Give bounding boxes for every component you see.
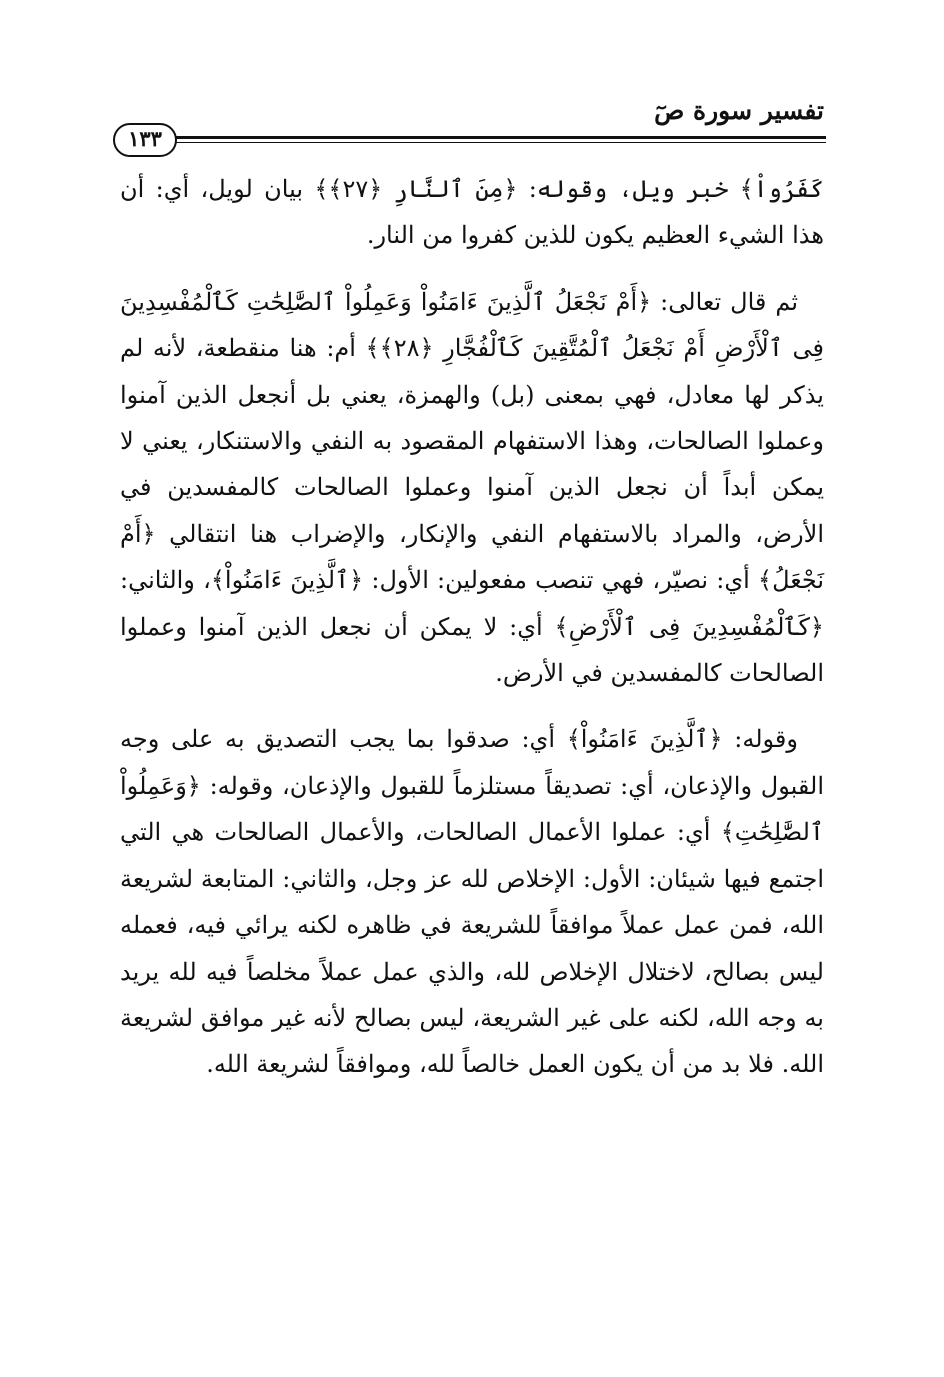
header-rule-thin: [175, 142, 826, 143]
running-title: تفسير سورة صٓ: [654, 96, 824, 125]
paragraph-1: كَفَرُواْ﴾ خبر ويل، وقوله: ﴿مِنَ ٱلنَّارِ ﴿٢٧﴾﴾ بيان لويل، أي: أن هذا الشيء العظيم يكون للذين كفروا من النار.: [120, 175, 824, 250]
header-rule: [175, 136, 826, 139]
body-text: [120, 166, 824, 1088]
page-number: ١٣٣: [113, 123, 177, 157]
paragraph-3: وقوله: ﴿ٱلَّذِينَ ءَامَنُواْ﴾ أي: صدقوا بما يجب التصديق به على وجه القبول والإذعان، أي: تصديقاً مستلزماً للقبول والإذعان، وقوله: ﴿وَعَمِلُواْ ٱلصَّٰلِحَٰتِ﴾ أي: عملوا الأعمال الصالحات، والأعمال الصالحات هي التي اجتمع فيها شيئان: الأول: الإخلاص لله عز وجل، والثاني: المتابعة لشريعة الله، فمن عمل عملاً موافقاً للشريعة في ظاهره لكنه يرائي فيه، فعمله ليس بصالح، لاختلال الإخلاص لله، والذي عمل عملاً مخلصاً فيه لله يريد به وجه الله، لكنه على غير الشريعة، ليس بصالح لأنه غير موافق لشريعة الله. فلا بد من أن يكون العمل خالصاً لله، وموافقاً لشريعة الله.: [120, 725, 824, 1079]
paragraph-2: ثم قال تعالى: ﴿أَمْ نَجْعَلُ ٱلَّذِينَ ءَامَنُواْ وَعَمِلُواْ ٱلصَّٰلِحَٰتِ كَٱلْمُفْسِدِينَ فِى ٱلْأَرْضِ أَمْ نَجْعَلُ ٱلْمُتَّقِينَ كَٱلْفُجَّارِ ﴿٢٨﴾﴾ أم: هنا منقطعة، لأنه لم يذكر لها معادل، فهي بمعنى (بل) والهمزة، يعني بل أنجعل الذين آمنوا وعملوا الصالحات، وهذا الاستفهام المقصود به النفي والاستنكار، يعني لا يمكن أبداً أن نجعل الذين آمنوا وعملوا الصالحات كالمفسدين في الأرض، والمراد بالاستفهام النفي والإنكار، والإضراب هنا انتقالي ﴿أَمْ نَجْعَلُ﴾ أي: نصيّر، فهي تنصب مفعولين: الأول: ﴿ٱلَّذِينَ ءَامَنُواْ﴾، والثاني: ﴿كَٱلْمُفْسِدِينَ فِى ٱلْأَرْضِ﴾ أي: لا يمكن أن نجعل الذين آمنوا وعملوا الصالحات كالمفسدين في الأرض.: [120, 287, 825, 688]
